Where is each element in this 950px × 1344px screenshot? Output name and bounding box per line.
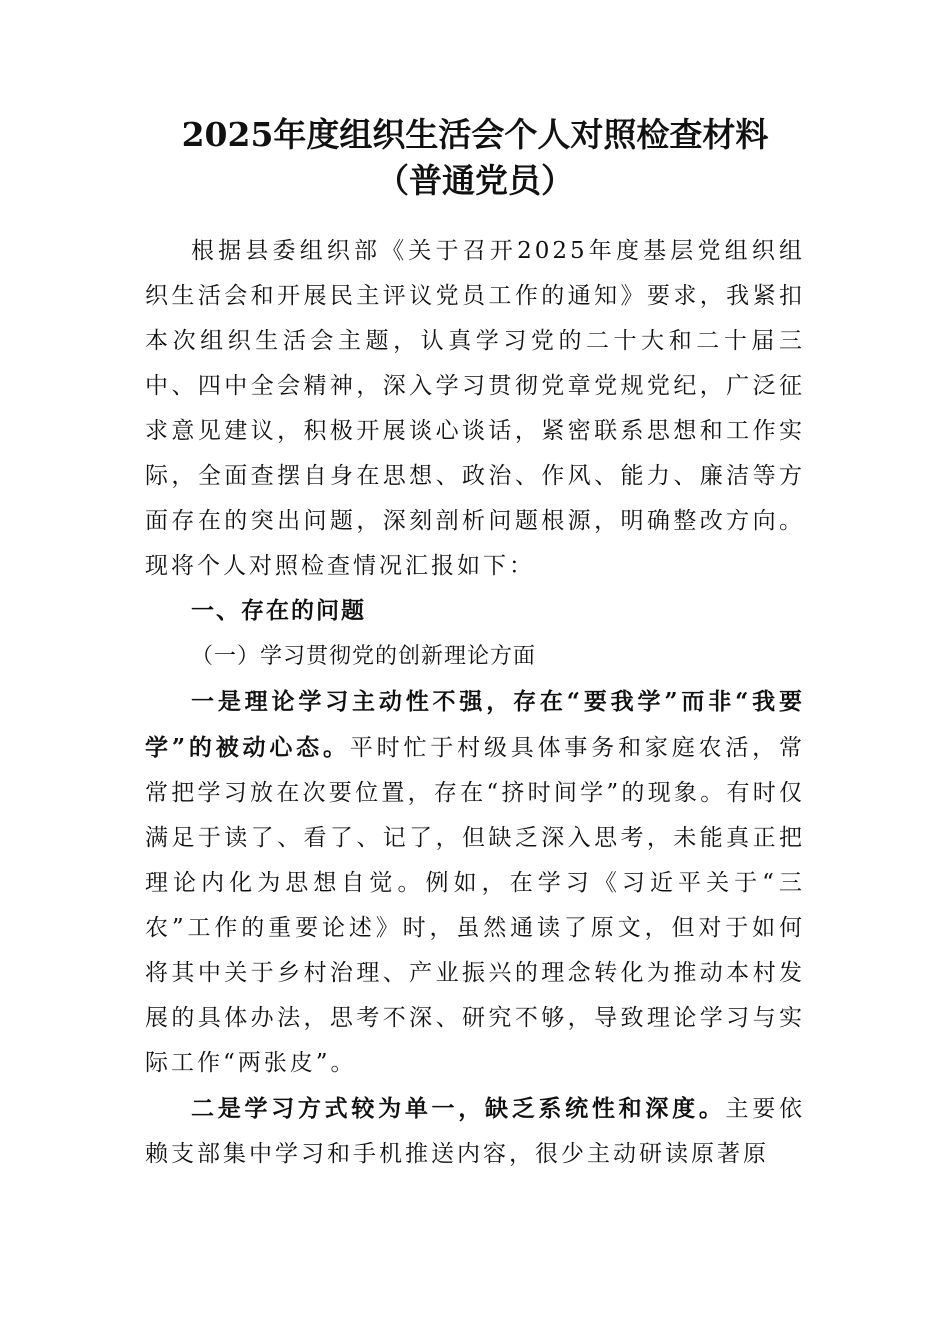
section-heading-problems: 一、存在的问题 [191,598,366,624]
title-line-2: （普通党员） [376,161,574,200]
title-line-1: 2025年度组织生活会个人对照检查材料 [181,115,769,154]
point-2-paragraph [145,1086,805,1177]
subsection-heading-theory: （一）学习贯彻党的创新理论方面 [191,644,537,669]
point-1-paragraph [145,679,805,1086]
point-2-body: 主要依赖支部集中学习和手机推送内容，很少主动研读原著原 [145,1096,806,1167]
point-1-body: 平时忙于村级具体事务和家庭农活，常常把学习放在次要位置，存在“挤时间学”的现象。有时仅满足于读了、看了、记了，但缺乏深入思考，未能真正把理论内化为思想自觉。例如，在学习《习近平关于“三农”工作的重要论述》时，虽然通读了原文，但对于如何将其中关于乡村治理、产业振兴的理念转化为推动本村发展的具体办法，思考不深、研究不够，导致理论学习与实际工作“两张皮”。 [145,735,806,1076]
point-1-lead: 一是理论学习主动性不强，存在“要我学”而非“我要学”的被动心态。 [145,688,805,761]
intro-paragraph: 根据县委组织部《关于召开2025年度基层党组织组织生活会和开展民主评议党员工作的通知》要求，我紧扣本次组织生活会主题，认真学习党的二十大和二十届三中、四中全会精神，深入学习贯彻党章党规党纪，广泛征求意见建议，积极开展谈心谈话，紧密联系思想和工作实际，全面查摆自身在思想、政治、作风、能力、廉洁等方面存在的突出问题，深刻剖析问题根源，明确整改方向。现将个人对照检查情况汇报如下： [145,238,805,579]
document-title [0,112,950,204]
point-2-lead: 二是学习方式较为单一，缺乏系统性和深度。 [191,1095,726,1122]
document-body [145,229,805,1177]
